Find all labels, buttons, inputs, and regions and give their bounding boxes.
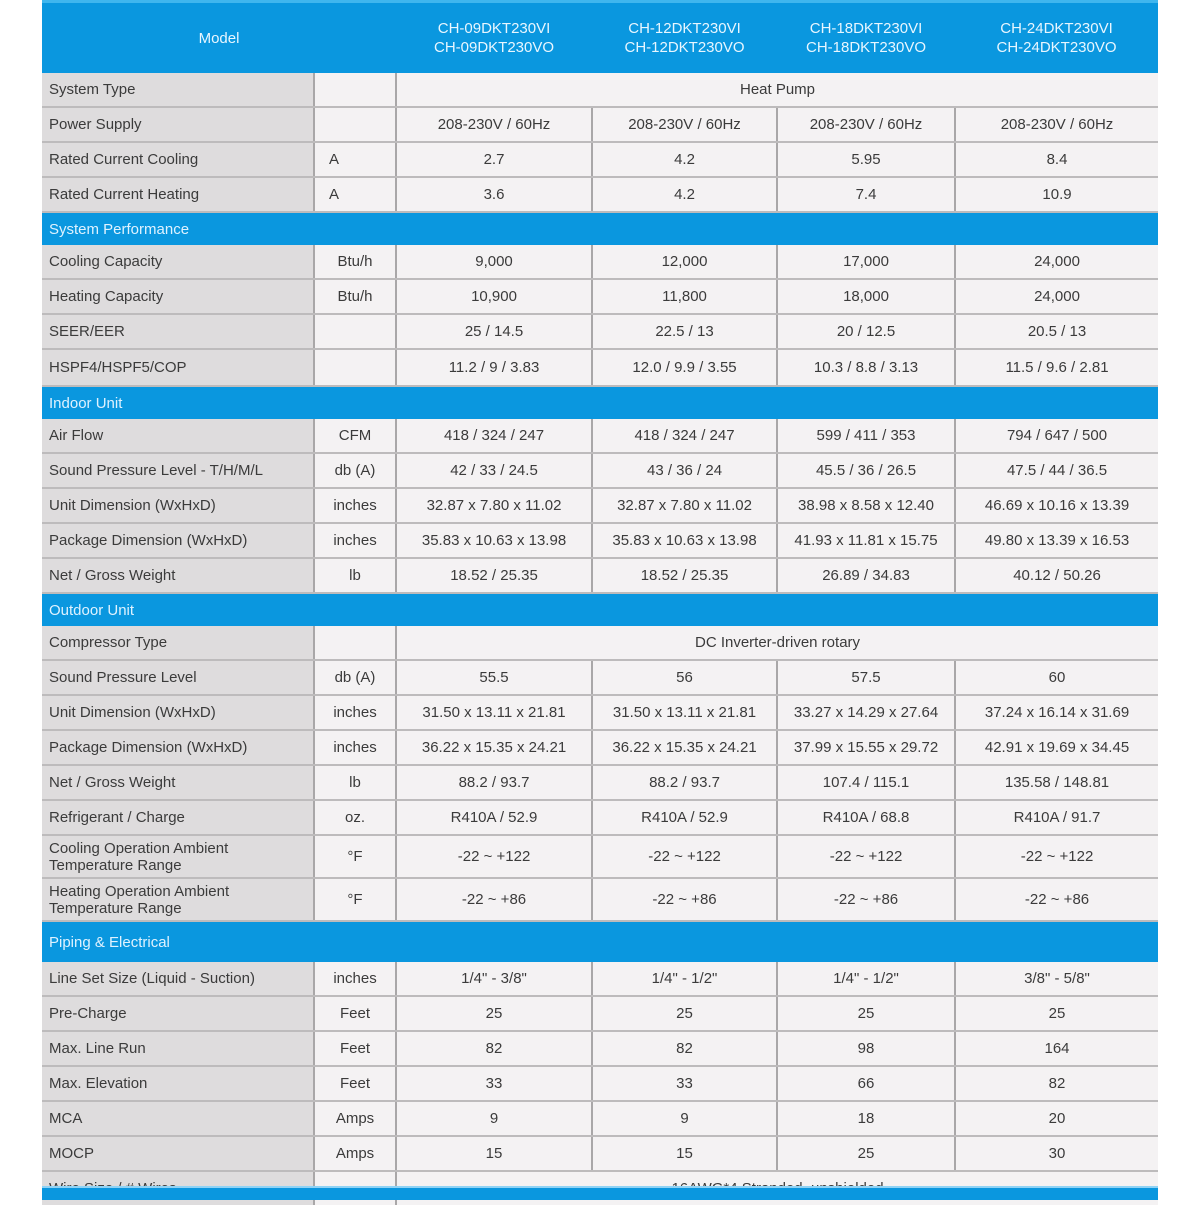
table-row: Net / Gross Weight lb 18.52 / 25.35 18.52 / 25.35 26.89 / 34.83 40.12 / 50.26 — [42, 558, 1158, 593]
table-row-power-supply: Power Supply 208-230V / 60Hz 208-230V / 60Hz 208-230V / 60Hz 208-230V / 60Hz — [42, 107, 1158, 142]
table-row: MCA Amps 9 9 18 20 — [42, 1101, 1158, 1136]
table-row: Net / Gross Weight lb 88.2 / 93.7 88.2 / 93.7 107.4 / 115.1 135.58 / 148.81 — [42, 765, 1158, 800]
table-row: Unit Dimension (WxHxD) inches 31.50 x 13.11 x 21.81 31.50 x 13.11 x 21.81 33.27 x 14.29 x 27.64 37.24 x 16.14 x 31.69 — [42, 695, 1158, 730]
section-header-indoor-unit: Indoor Unit — [42, 386, 1158, 419]
table-row-rated-current-cooling: Rated Current Cooling A 2.7 4.2 5.95 8.4 — [42, 142, 1158, 177]
table-row: Refrigerant / Charge oz. R410A / 52.9 R410A / 52.9 R410A / 68.8 R410A / 91.7 — [42, 800, 1158, 835]
table-row: MOCP Amps 15 15 25 30 — [42, 1136, 1158, 1171]
section-header-system-performance: System Performance — [42, 212, 1158, 245]
table-row: Air Flow CFM 418 / 324 / 247 418 / 324 / 247 599 / 411 / 353 794 / 647 / 500 — [42, 419, 1158, 453]
table-row: Max. Line Run Feet 82 82 98 164 — [42, 1031, 1158, 1066]
table-row: Sound Pressure Level db (A) 55.5 56 57.5 60 — [42, 660, 1158, 695]
table-row-cooling-range: Cooling Operation Ambient Temperature Range °F -22 ~ +122 -22 ~ +122 -22 ~ +122 -22 ~ +122 — [42, 835, 1158, 878]
model-header-row — [42, 2, 1158, 74]
table-row: HSPF4/HSPF5/COP 11.2 / 9 / 3.83 12.0 / 9.9 / 3.55 10.3 / 8.8 / 3.13 11.5 / 9.6 / 2.81 — [42, 349, 1158, 386]
model-column-3: CH-18DKT230VI CH-18DKT230VO — [777, 2, 955, 74]
table-row: Sound Pressure Level - T/H/M/L db (A) 42 / 33 / 24.5 43 / 36 / 24 45.5 / 36 / 26.5 47.5 / 44 / 36.5 — [42, 453, 1158, 488]
model-column-2: CH-12DKT230VI CH-12DKT230VO — [592, 2, 777, 74]
table-row: Max. Elevation Feet 33 33 66 82 — [42, 1066, 1158, 1101]
table-row: Line Set Size (Liquid - Suction) inches 1/4" - 3/8" 1/4" - 1/2" 1/4" - 1/2" 3/8" - 5/8" — [42, 962, 1158, 996]
spec-sheet — [42, 0, 1158, 1200]
table-row: Heating Capacity Btu/h 10,900 11,800 18,000 24,000 — [42, 279, 1158, 314]
table-row-system-type: System Type Heat Pump — [42, 73, 1158, 107]
table-row-compressor-type: Compressor Type DC Inverter-driven rotary — [42, 626, 1158, 660]
table-row: Package Dimension (WxHxD) inches 35.83 x 10.63 x 13.98 35.83 x 10.63 x 13.98 41.93 x 11.81 x 15.75 49.80 x 13.39 x 16.53 — [42, 523, 1158, 558]
table-row: Package Dimension (WxHxD) inches 36.22 x 15.35 x 24.21 36.22 x 15.35 x 24.21 37.99 x 15.55 x 29.72 42.91 x 19.69 x 34.45 — [42, 730, 1158, 765]
footer-bar — [42, 1186, 1158, 1200]
model-label: Model — [42, 2, 396, 74]
model-column-1: CH-09DKT230VI CH-09DKT230VO — [396, 2, 592, 74]
table-row: SEER/EER 25 / 14.5 22.5 / 13 20 / 12.5 20.5 / 13 — [42, 314, 1158, 349]
table-row: Pre-Charge Feet 25 25 25 25 — [42, 996, 1158, 1031]
section-header-outdoor-unit: Outdoor Unit — [42, 593, 1158, 626]
table-row-heating-range: Heating Operation Ambient Temperature Range °F -22 ~ +86 -22 ~ +86 -22 ~ +86 -22 ~ +86 — [42, 878, 1158, 921]
section-header-piping-electrical: Piping & Electrical — [42, 921, 1158, 962]
model-column-4: CH-24DKT230VI CH-24DKT230VO — [955, 2, 1158, 74]
table-row: Unit Dimension (WxHxD) inches 32.87 x 7.80 x 11.02 32.87 x 7.80 x 11.02 38.98 x 8.58 x 12.40 46.69 x 10.16 x 13.39 — [42, 488, 1158, 523]
spec-table — [42, 0, 1158, 1205]
table-row-rated-current-heating: Rated Current Heating A 3.6 4.2 7.4 10.9 — [42, 177, 1158, 212]
table-row: Cooling Capacity Btu/h 9,000 12,000 17,000 24,000 — [42, 245, 1158, 279]
